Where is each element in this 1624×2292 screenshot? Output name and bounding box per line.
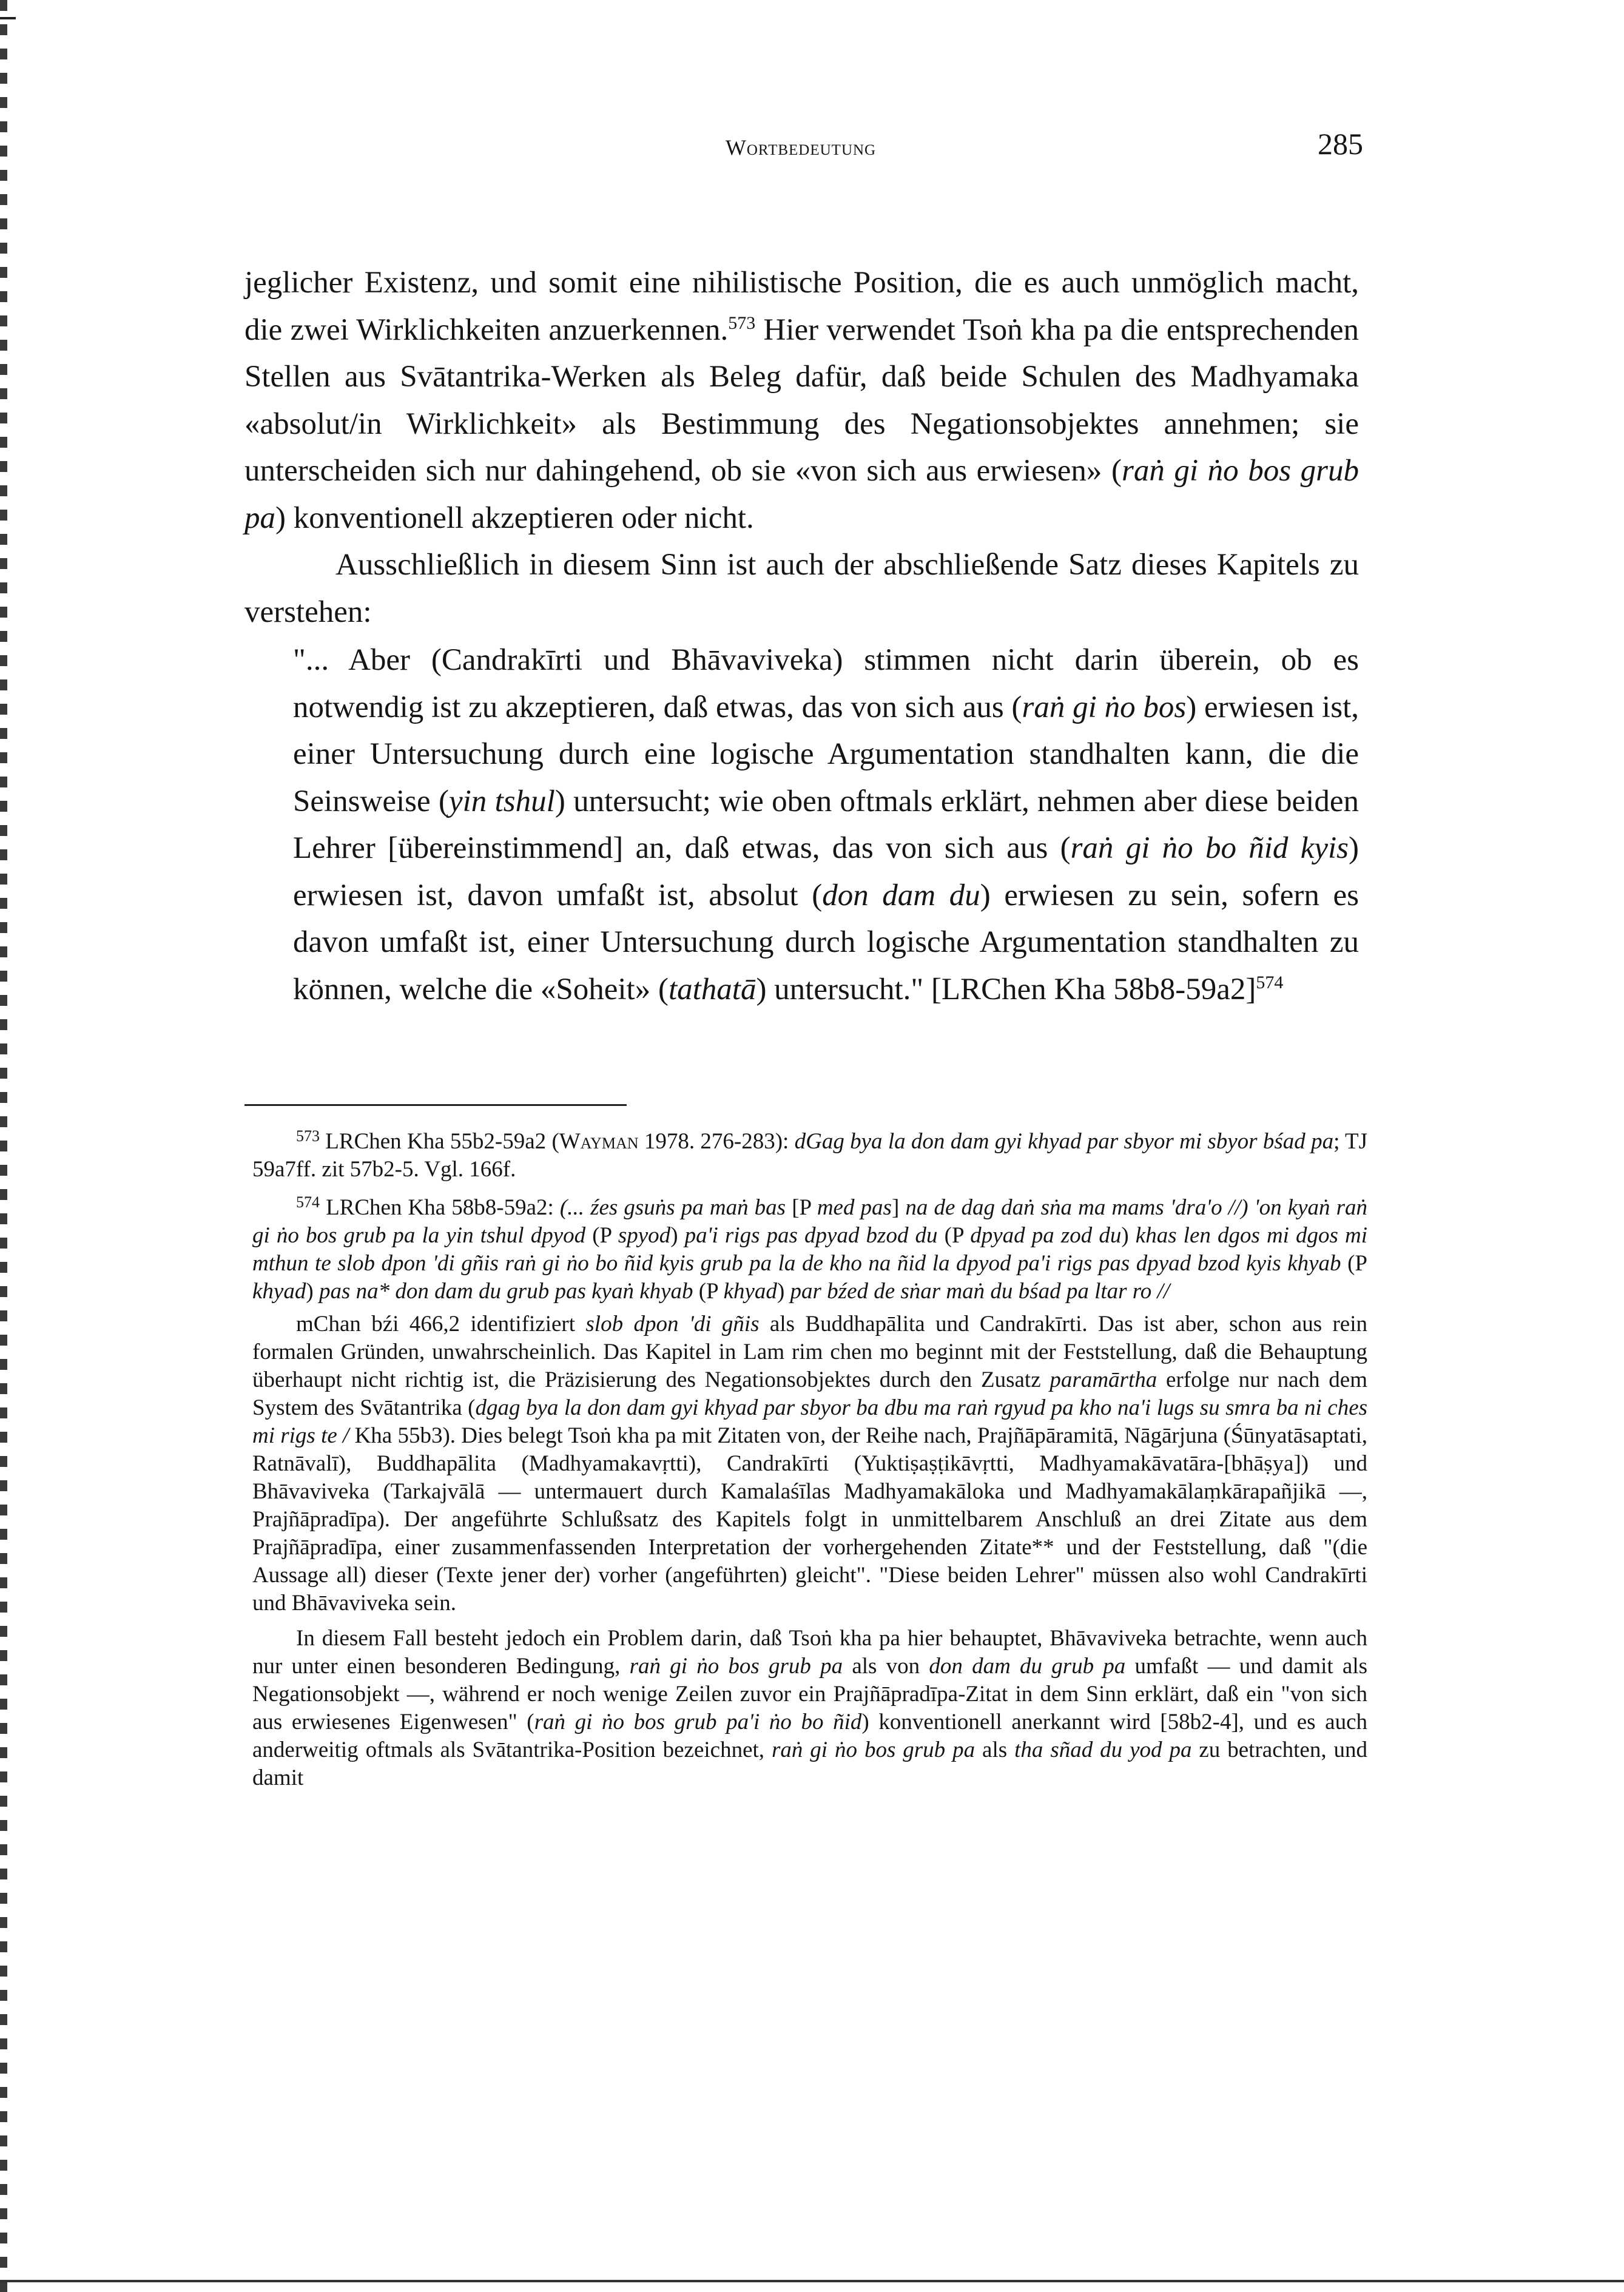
footnote-number: 574 (296, 1193, 320, 1211)
text-run: [P (792, 1195, 817, 1220)
tibetan-term: raṅ gi ṅo bos (1022, 690, 1187, 724)
text-run: ) konventionell akzeptieren oder nicht. (275, 501, 754, 535)
sanskrit-term: tathatā (668, 972, 756, 1006)
footnote-574-paragraph-2 (252, 1310, 1367, 1617)
tibetan-term: khyad (252, 1279, 306, 1304)
text-run: ) (777, 1279, 790, 1304)
scan-binding-edge (0, 0, 7, 2292)
tibetan-term: don dam du grub pa (929, 1654, 1126, 1679)
footnote-574-paragraph-3 (252, 1625, 1367, 1792)
text-run: erfolge nur nach dem System des Svātantrika ( (252, 1367, 1367, 1420)
tibetan-term: raṅ gi ṅo bos grub pa'i ṅo bo ñid (534, 1710, 862, 1734)
scan-bottom-edge (0, 2280, 1624, 2282)
text-run: Hier verwendet Tsoṅ kha pa die entsprechenden Stellen aus Svātantrika-Werken als Beleg dafür, daß beide Schulen des Madhyamaka «absolut/in Wirklichkeit» als Bestimmung des Negationsobjektes annehmen; sie unterscheiden sich nur dahingehend, ob sie «von sich aus erwiesen» ( (244, 312, 1359, 488)
text-run: mChan bźi 466,2 identifiziert (296, 1312, 586, 1336)
block-quote (293, 637, 1359, 1013)
text-run: jeglicher Existenz, und somit eine nihilistische Position, die es auch unmöglich macht, die zwei Wirklichkeiten anzuerkennen. (244, 266, 1359, 347)
tibetan-term: par bźed de sṅar maṅ du bśad pa ltar ro // (790, 1279, 1170, 1304)
text-run: ) untersucht; wie oben oftmals erklärt, nehmen aber diese beiden Lehrer [übereinstimmend] an, daß etwas, das von sich aus ( (293, 784, 1359, 865)
text-run: ) (306, 1279, 319, 1304)
text-run: ) erwiesen ist, davon umfaßt ist, absolut ( (293, 831, 1359, 912)
tibetan-term: na de dag daṅ sṅa ma mams 'dra'o //) 'on kyaṅ raṅ gi ṅo bos grub pa la yin tshul dpyod (252, 1195, 1368, 1248)
text-run: ] (891, 1195, 906, 1220)
text-run: LRChen Kha 55b2-59a2 ( (320, 1129, 559, 1154)
author-name: Wayman (559, 1129, 639, 1154)
main-text (244, 260, 1359, 1013)
text-run: (P (592, 1223, 618, 1248)
footnote-573 (252, 1122, 1367, 1184)
page-number: 285 (1318, 127, 1363, 161)
tibetan-term: raṅ gi ṅo bos grub pa (771, 1738, 975, 1762)
tibetan-term: slob dpon 'di gñis (585, 1312, 760, 1336)
tibetan-term: raṅ gi ṅo bos grub pa (244, 454, 1359, 535)
tibetan-term: yin tshul (448, 784, 555, 818)
text-run: ) erwiesen zu sein, sofern es davon umfaßt ist, einer Untersuchung durch logische Argumentation standhalten zu können, welche die «Soheit» ( (293, 878, 1359, 1006)
tibetan-term: khas len dgos mi dgos mi mthun te slob dpon 'di gñis raṅ gi ṅo bo ñid kyis grub pa la de kho na ñid la dpyod pa'i rigs pas dpyad bzod kyis khyab (252, 1223, 1368, 1276)
text-run: Kha 55b3). Dies belegt Tsoṅ kha pa mit Zitaten von, der Reihe nach, Prajñāpāramitā, Nāgārjuna (Śūnyatāsaptati, Ratnāvalī), Buddhapālita (Madhyamakavṛtti), Candrakīrti (Yuktiṣaṣṭikāvṛtti, Madhyamakāvatāra-[bhāṣya]) und Bhāvaviveka (Tarkajvālā — untermauert durch Kamalaśīlas Madhyamakāloka und Madhyamakālaṃkārapañjikā —, Prajñāpradīpa). Der angeführte Schlußsatz des Kapitels folgt in unmittelbarem Anschluß an drei Zitate aus dem Prajñāpradīpa, einer zusammenfassenden Interpretation der vorhergehenden Zitate** und der Feststellung, daß "(die Aussage all) dieser (Texte jener der) vorher (angeführten) gleicht". "Diese beiden Lehrer" müssen also wohl Candrakīrti und Bhāvaviveka sein. (252, 1423, 1368, 1616)
running-title: Wortbedeutung (725, 135, 877, 160)
text-run: (P (944, 1223, 971, 1248)
text-run: umfaßt — und damit als Negationsobjekt —, während er noch wenige Zeilen zuvor ein Prajñāpradīpa-Zitat in dem Sinn erklärt, daß ein "von sich aus erwiesenes Eigenwesen" ( (252, 1654, 1368, 1734)
tibetan-term: raṅ gi ṅo bos grub pa (629, 1654, 843, 1679)
tibetan-term: raṅ gi ṅo bo ñid kyis (1070, 831, 1349, 865)
sanskrit-term: paramārtha (1050, 1367, 1157, 1392)
text-run: als von (843, 1654, 929, 1679)
tibetan-term: don dam du (822, 878, 980, 912)
tibetan-term: med pas (817, 1195, 892, 1220)
text-run: In diesem Fall besteht jedoch ein Problem darin, daß Tsoṅ kha pa hier behauptet, Bhāvaviveka betrachte, wenn auch nur unter einen besonderen Bedingung, (252, 1626, 1367, 1679)
footnote-ref-574: 574 (1256, 972, 1284, 993)
tibetan-term: dGag bya la don dam gyi khyad par sbyor mi sbyor bśad pa (794, 1129, 1334, 1154)
tibetan-term: khyad (723, 1279, 777, 1304)
text-run: ) (670, 1223, 685, 1248)
text-run: (P (1347, 1251, 1367, 1276)
text-run: ; TJ 59a7ff. zit 57b2-5. Vgl. 166f. (252, 1129, 1367, 1182)
tibetan-term: tha sñad du yod pa (1014, 1738, 1192, 1762)
text-run: 1978. 276-283): (638, 1129, 795, 1154)
footnote-number: 573 (296, 1127, 320, 1145)
tibetan-term: (... źes gsuṅs pa maṅ bas (559, 1195, 792, 1220)
tibetan-term: dpyad pa zod du (970, 1223, 1122, 1248)
tibetan-term: dgag bya la don dam gyi khyad par sbyor ba dbu ma raṅ rgyud pa kho na'i lugs su smra ba ni ches mi rigs te / (252, 1395, 1368, 1448)
text-run: "... Aber (Candrakīrti und Bhāvaviveka) stimmen nicht darin überein, ob es notwendig ist zu akzeptieren, daß etwas, das von sich aus ( (293, 643, 1359, 724)
paragraph-2: Ausschließlich in diesem Sinn ist auch der abschließende Satz dieses Kapitels zu verstehen: (244, 548, 1359, 629)
footnote-574 (252, 1188, 1367, 1306)
paragraph-1 (244, 260, 1359, 542)
text-run: ) (1121, 1223, 1136, 1248)
footnote-divider (244, 1104, 627, 1106)
text-run: als Buddhapālita und Candrakīrti. Das ist aber, schon aus rein formalen Gründen, unwahrscheinlich. Das Kapitel in Lam rim chen mo beginnt mit der Feststellung, daß die Behauptung überhaupt nicht richtig ist, die Präzisierung des Negationsobjektes durch den Zusatz (252, 1312, 1367, 1392)
text-run: LRChen Kha 58b8-59a2: (320, 1195, 560, 1220)
text-run: ) untersucht." [LRChen Kha 58b8-59a2] (756, 972, 1256, 1006)
tibetan-term: pas na* don dam du grub pas kyaṅ khyab (318, 1279, 699, 1304)
tibetan-term: spyod (618, 1223, 671, 1248)
tibetan-term: pa'i rigs pas dpyad bzod du (684, 1223, 945, 1248)
footnotes (252, 1122, 1367, 1797)
scan-corner-mark (0, 17, 16, 19)
text-run: als (975, 1738, 1015, 1762)
text-run: ) erwiesen ist, einer Untersuchung durch eine logische Argumentation standhalten kann, die die Seinsweise ( (293, 690, 1359, 818)
text-run: zu betrachten, und damit (252, 1738, 1367, 1790)
text-run: ) konventionell anerkannt wird [58b2-4], und es auch anderweitig oftmals als Svātantrika-Position bezeichnet, (252, 1710, 1367, 1762)
text-run: (P (698, 1279, 724, 1304)
footnote-ref-573: 573 (728, 312, 756, 333)
